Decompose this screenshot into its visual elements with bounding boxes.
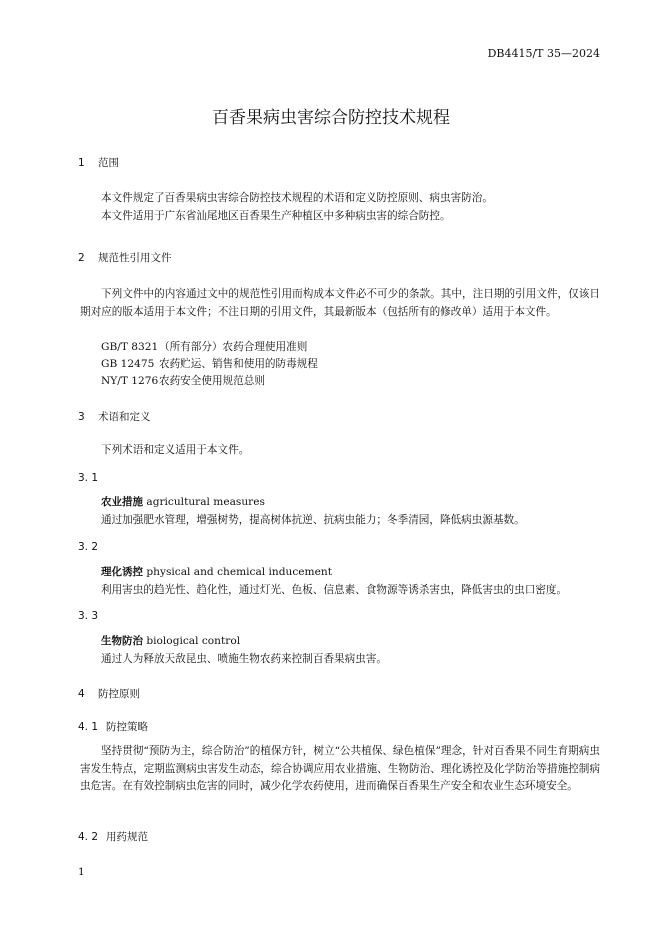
document-title: 百香果病虫害综合防控技术规程 (212, 108, 450, 128)
reference-item (101, 356, 318, 374)
scope-paragraph-2: 本文件适用于广东省汕尾地区百香果生产种植区中多种病虫害的综合防控。 (101, 210, 451, 222)
reference-title: 农药贮运、销售和使用的防毒规程 (159, 358, 318, 370)
term-number: 3. 1 (78, 472, 99, 484)
subsection-title: 用药规范 (106, 831, 148, 843)
term-chinese: 农业措施 (101, 496, 143, 508)
term-number: 3. 2 (78, 541, 99, 553)
term-definition: 通过加强肥水管理，增强树势，提高树体抗逆、抗病虫能力；冬季清园，降低病虫源基数。 (101, 514, 525, 526)
section-number: 3 (78, 411, 85, 423)
page-number: 1 (78, 866, 85, 878)
subsection-4-2-heading (78, 829, 148, 844)
term-chinese: 理化诱控 (101, 566, 143, 578)
reference-item (101, 373, 265, 391)
section-number: 4 (78, 688, 85, 700)
scope-paragraph-1: 本文件规定了百香果病虫害综合防控技术规程的术语和定义防控原则、病虫害防治。 (101, 192, 493, 204)
section-title: 术语和定义 (98, 411, 151, 423)
term-definition: 利用害虫的趋光性、趋化性，通过灯光、色板、信息素、食物源等诱杀害虫，降低害虫的虫口密度。 (101, 584, 568, 596)
strategy-paragraph: 坚持贯彻“预防为主，综合防治”的植保方针，树立“公共植保、绿色植保”理念，针对百香果不同生育期病虫害发生特点，定期监测病虫害发生动态，综合协调应用农业措施、生物防治、理化诱控及化学防治等措施控制病虫危害。在有效控制病虫危害的同时，减少化学农药使用，进而确保百香果生产安全和农业生态环境安全。 (80, 745, 600, 792)
subsection-4-1-heading (78, 719, 148, 734)
section-title: 范围 (98, 157, 119, 169)
term-english: biological control (146, 635, 241, 647)
reference-title: 农药安全使用规范总则 (159, 375, 265, 387)
term-definition: 通过人为释放天敌昆虫、喷施生物农药来控制百香果病虫害。 (101, 653, 388, 665)
term-english: agricultural measures (146, 496, 265, 508)
reference-code: GB 12475 (101, 358, 155, 370)
section-1-heading (78, 155, 119, 170)
term-english: physical and chemical inducement (146, 566, 332, 578)
term-entry (101, 633, 240, 651)
standard-code: DB4415/T 35—2024 (487, 47, 600, 60)
subsection-number: 4. 2 (78, 831, 99, 843)
subsection-number: 4. 1 (78, 721, 99, 733)
reference-code: GB/T 8321 (101, 341, 159, 353)
section-number: 1 (78, 157, 85, 169)
term-chinese: 生物防治 (101, 635, 143, 647)
terms-intro: 下列术语和定义适用于本文件。 (101, 444, 250, 456)
term-number: 3. 3 (78, 610, 99, 622)
reference-title: （所有部分）农药合理使用准则 (159, 341, 308, 353)
term-entry (101, 494, 265, 512)
section-number: 2 (78, 252, 85, 264)
subsection-title: 防控策略 (106, 721, 148, 733)
normative-refs-intro: 下列文件中的内容通过文中的规范性引用而构成本文件必不可少的条款。其中，注日期的引用文件，仅该日期对应的版本适用于本文件；不注日期的引用文件，其最新版本（包括所有的修改单）适用于本文件。 (80, 288, 600, 318)
section-2-heading (78, 250, 172, 265)
reference-code: NY/T 1276 (101, 375, 159, 387)
reference-item (101, 339, 307, 357)
section-4-heading (78, 686, 140, 701)
section-3-heading (78, 409, 151, 424)
term-entry (101, 564, 332, 582)
section-title: 防控原则 (98, 688, 140, 700)
section-title: 规范性引用文件 (98, 252, 172, 264)
